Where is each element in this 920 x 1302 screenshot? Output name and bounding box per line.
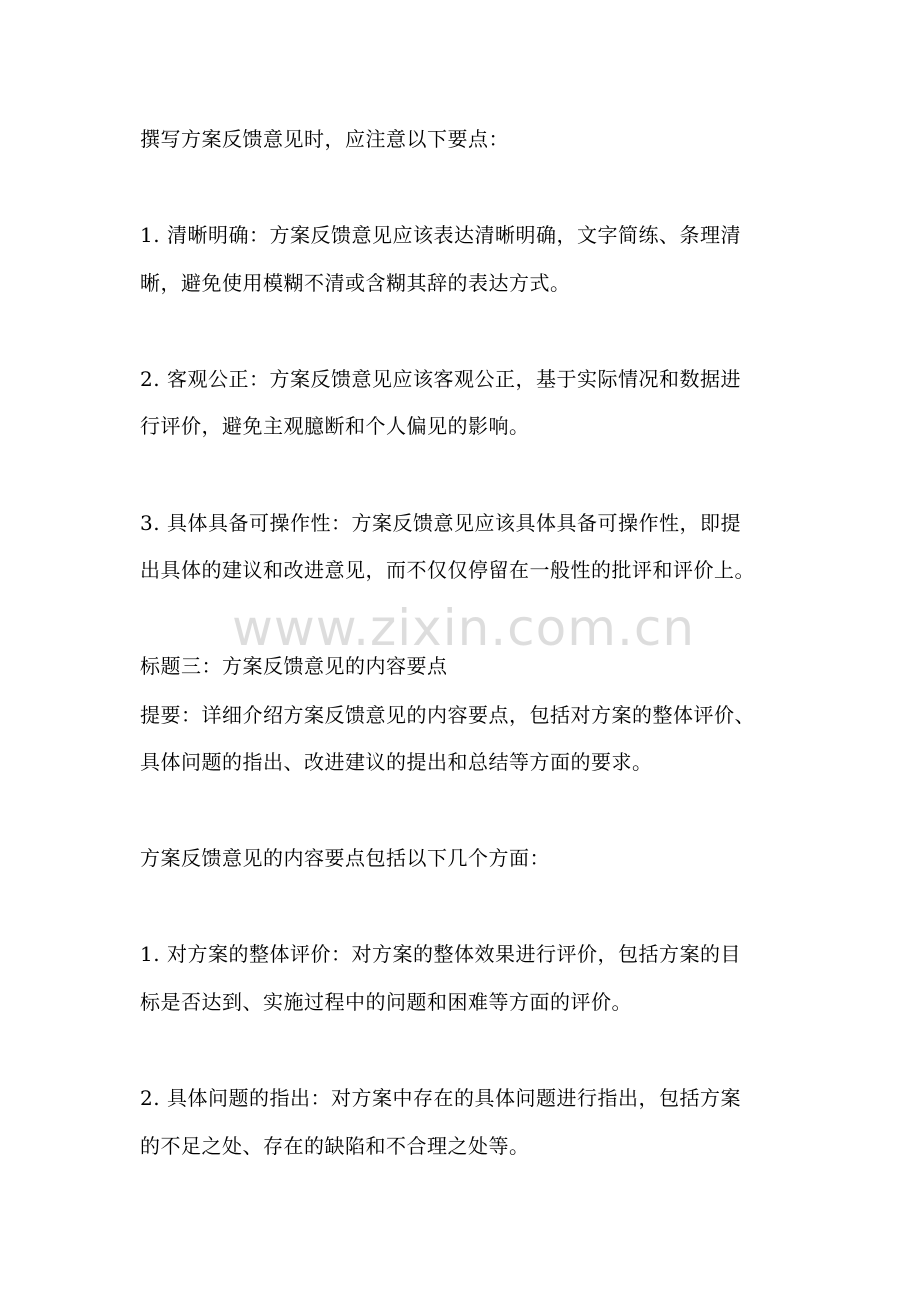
point-1-line-2: 晰，避免使用模糊不清或含糊其辞的表达方式。 — [140, 271, 571, 295]
section-heading: 标题三：方案反馈意见的内容要点 — [140, 654, 448, 678]
point-2-line-2: 行评价，避免主观臆断和个人偏见的影响。 — [140, 414, 530, 438]
point-1-line-1: 1. 清晰明确：方案反馈意见应该表达清晰明确，文字简练、条理清 — [140, 223, 741, 247]
watermark: www.zixin.com.cn — [232, 599, 696, 657]
summary-line-1: 提要：详细介绍方案反馈意见的内容要点，包括对方案的整体评价、 — [140, 703, 755, 727]
content-1-line-1: 1. 对方案的整体评价：对方案的整体效果进行评价，包括方案的目 — [140, 942, 741, 966]
content-2-line-2: 的不足之处、存在的缺陷和不合理之处等。 — [140, 1134, 530, 1158]
point-2-line-1: 2. 客观公正：方案反馈意见应该客观公正，基于实际情况和数据进 — [140, 367, 741, 391]
point-3-line-2: 出具体的建议和改进意见，而不仅仅停留在一般性的批评和评价上。 — [140, 558, 755, 582]
point-3-line-1: 3. 具体具备可操作性：方案反馈意见应该具体具备可操作性，即提 — [140, 511, 741, 535]
content-intro: 方案反馈意见的内容要点包括以下几个方面： — [140, 846, 550, 870]
content-2-line-1: 2. 具体问题的指出：对方案中存在的具体问题进行指出，包括方案 — [140, 1086, 741, 1110]
intro-paragraph: 撰写方案反馈意见时，应注意以下要点： — [140, 127, 509, 151]
content-1-line-2: 标是否达到、实施过程中的问题和困难等方面的评价。 — [140, 990, 632, 1014]
summary-line-2: 具体问题的指出、改进建议的提出和总结等方面的要求。 — [140, 750, 653, 774]
